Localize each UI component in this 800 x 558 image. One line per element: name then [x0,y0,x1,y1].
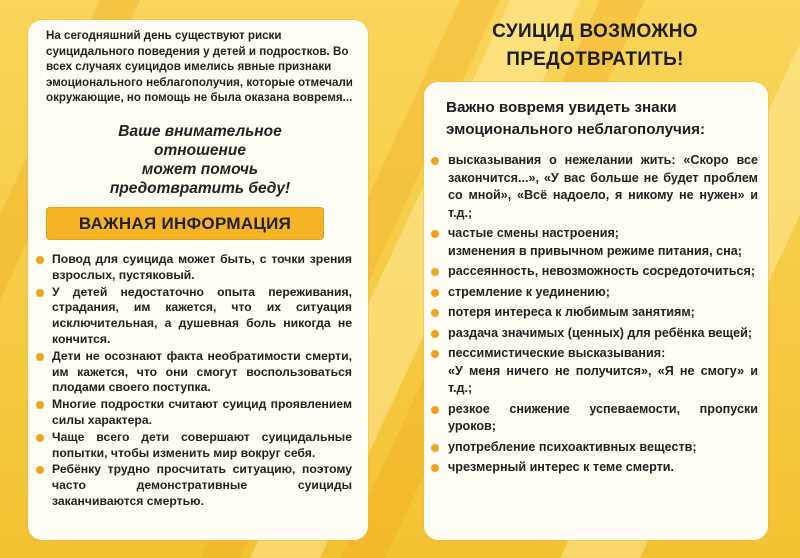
list-item [36,462,352,509]
heading-line: Важно вовремя увидеть знаки [446,99,677,116]
heading-line: эмоционального неблагополучия: [446,121,706,138]
list-item [36,430,352,462]
list-item [428,459,758,477]
signs-heading [446,97,756,141]
list-item-text: стремление к уединению; [448,284,610,299]
bullet-icon [36,289,44,297]
intro-text: На сегодняшний день существуют риски суицидального поведения у детей и подростков. Во всех случаях суицидов имелись явные признаки эмоционального неблагополучия, которые отмечали окружающие, но помощь не была оказана вовремя... [46,29,353,105]
title-line: СУИЦИД ВОЗМОЖНО [492,21,698,42]
bullet-icon [431,268,439,276]
bullet-icon [431,230,439,238]
bullet-icon [431,157,439,165]
list-item [428,263,758,281]
quote-line: предотвратить беду! [109,180,291,197]
list-item [428,325,758,343]
bullet-icon [431,330,439,338]
bullet-icon [36,353,44,361]
title-line: ПРЕДОТВРАТИТЬ! [506,49,684,70]
list-item [36,252,352,284]
list-item-text: У детей недостаточно опыта переживания, страдания, им кажется, что их ситуация исключительная, а душевная боль никогда не кончится. [52,284,352,346]
bullet-icon [431,406,439,414]
list-item [36,397,352,429]
list-item [428,304,758,322]
list-item [428,225,758,260]
important-info-banner [46,207,324,240]
list-item-text: частые смены настроения; изменения в привычном режиме питания, сна; [448,226,742,258]
list-item [36,285,352,348]
list-item-text: рассеянность, невозможность сосредоточиться; [448,264,756,278]
list-item [428,401,758,436]
list-item-text: высказывания о нежелании жить: «Скоро все закончится...», «У вас больше не будет проблем со мной», «Всё надоело, я никому не нужен» и т.д.; [448,153,758,220]
info-list [36,252,352,511]
bullet-icon [36,256,44,264]
bullet-icon [431,464,439,472]
quote-line: может помочь [141,161,259,178]
list-item-text: употребление психоактивных веществ; [448,439,697,454]
list-item-text: Ребёнку трудно просчитать ситуацию, поэтому часто демонстративные суициды заканчиваются смертью. [52,462,352,508]
list-item-text: Дети не осознают факта необратимости смерти, им кажется, что они смогут воспользоваться плодами своего поступка. [52,348,352,395]
list-item-text: резкое снижение успеваемости, пропуски уроков; [448,401,758,433]
list-item-text: Повод для суицида может быть, с точки зрения взрослых, пустяковый. [52,252,352,282]
list-item [36,349,352,396]
bullet-icon [431,309,439,317]
list-item-text: Чаще всего дети совершают суицидальные попытки, чтобы изменить мир вокруг себя. [52,429,352,460]
list-item-text: пессимистические высказывания: «У меня ничего не получится», «Я не смогу» и т.д.; [448,346,758,395]
signs-list [428,152,758,480]
quote-line: Ваше внимательное [118,123,282,140]
list-item [428,439,758,457]
page-title [436,18,754,74]
quote-line: отношение [154,142,246,159]
list-item [428,284,758,302]
banner-label: ВАЖНАЯ ИНФОРМАЦИЯ [78,213,292,233]
list-item-text: чрезмерный интерес к теме смерти. [448,460,675,474]
list-item-text: потеря интереса к любимым занятиям; [448,305,695,319]
bullet-icon [431,350,439,358]
bullet-icon [36,401,44,409]
bullet-icon [431,289,439,297]
list-item [428,345,758,398]
bullet-icon [36,434,44,442]
bullet-icon [431,444,439,452]
list-item [428,152,758,222]
bullet-icon [36,466,44,474]
list-item-text: раздача значимых (ценных) для ребёнка вещей; [448,325,753,340]
quote [60,122,340,198]
list-item-text: Многие подростки считают суицид проявлением силы характера. [52,397,352,427]
